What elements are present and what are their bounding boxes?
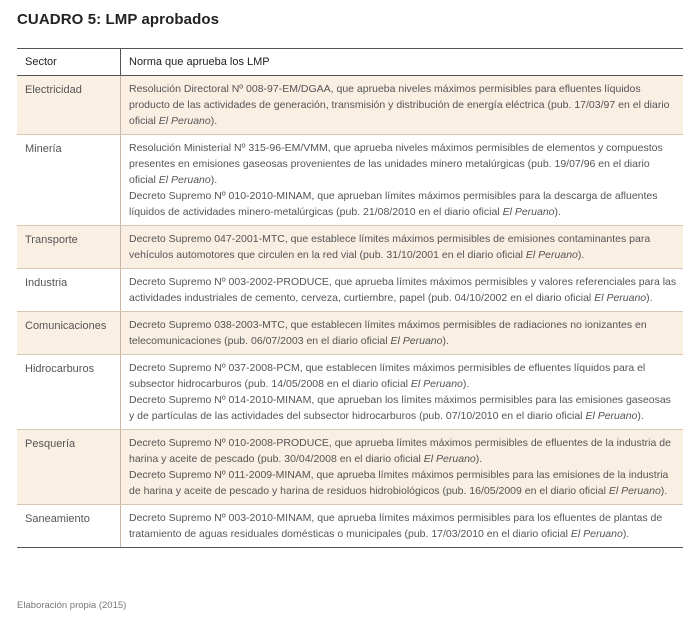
norma-tail: ). <box>554 206 561 218</box>
sector-cell: Pesquería <box>25 438 76 450</box>
sector-cell: Saneamiento <box>25 513 90 525</box>
gazette-name: El Peruano <box>423 453 476 465</box>
table-row <box>17 429 683 504</box>
sector-cell: Minería <box>25 143 62 155</box>
gazette-name: El Peruano <box>158 174 211 186</box>
norma-text: Decreto Supremo Nº 014-2010-MINAM, que aprueban los límites máximos permisibles para las emisiones gaseosas y de partículas de las actividades del subsector hidrocarburos (pub. 07/10/2010 en el diario oficial <box>129 394 671 422</box>
table-row <box>17 76 683 134</box>
table-row <box>17 504 683 547</box>
norma-entry <box>129 392 677 424</box>
norma-cell <box>120 505 683 547</box>
norma-text: Decreto Supremo Nº 010-2010-MINAM, que aprueban límites máximos permisibles para la descarga de afluentes líquidos de actividades minero-metalúrgicas (pub. 21/08/2010 en el diario oficial <box>129 190 658 218</box>
norma-entry <box>129 81 677 129</box>
norma-text: Decreto Supremo Nº 010-2008-PRODUCE, que aprueba límites máximos permisibles de efluentes de la industria de harina y aceite de pescado (pub. 30/04/2008 en el diario oficial <box>129 437 671 465</box>
gazette-name: El Peruano <box>410 378 463 390</box>
norma-tail: ). <box>637 410 644 422</box>
norma-entry <box>129 231 677 263</box>
gazette-name: El Peruano <box>158 115 211 127</box>
norma-entry <box>129 140 677 188</box>
table-header-row <box>17 49 683 76</box>
table-row <box>17 268 683 311</box>
gazette-name: El Peruano <box>525 249 578 261</box>
norma-cell <box>120 269 683 311</box>
norma-text: Decreto Supremo 038-2003-MTC, que establecen límites máximos permisibles de radiaciones no ionizantes en telecomunicaciones (pub. 06/07/2003 en el diario oficial <box>129 319 647 347</box>
norma-text: Decreto Supremo Nº 003-2010-MINAM, que aprueba límites máximos permisibles para los efluentes de plantas de tratamiento de aguas residuales domésticas o municipales (pub. 17/03/2010 en el diario oficial <box>129 512 663 540</box>
sector-cell: Electricidad <box>25 84 82 96</box>
gazette-name: El Peruano <box>594 292 647 304</box>
norma-entry <box>129 510 677 542</box>
norma-cell <box>120 135 683 225</box>
source-note: Elaboración propia (2015) <box>17 600 127 611</box>
column-header-norma: Norma que aprueba los LMP <box>120 49 683 75</box>
norma-entry <box>129 274 677 306</box>
norma-text: Resolución Ministerial Nº 315-96-EM/VMM, que aprueba niveles máximos permisibles de elementos y compuestos presentes en emisiones gaseosas provenientes de las unidades minero metalúrgicas (pub. 19/07/96 en el diario oficial <box>129 142 663 186</box>
table-row <box>17 354 683 429</box>
norma-tail: ). <box>622 528 630 540</box>
column-header-sector: Sector <box>25 56 57 68</box>
norma-tail: ). <box>462 378 470 390</box>
gazette-name: El Peruano <box>585 410 638 422</box>
norma-cell <box>120 226 683 268</box>
norma-text: Decreto Supremo Nº 011-2009-MINAM, que aprueba límites máximos permisibles para las emisiones de la industria de harina y aceite de pescado y harina de residuos hidrobiológicos (pub. 16/05/2009 en el diario oficial <box>129 469 669 497</box>
sector-cell: Industria <box>25 277 68 289</box>
norma-tail: ). <box>660 485 668 497</box>
norma-text: Decreto Supremo 047-2001-MTC, que establece límites máximos permisibles de emisiones contaminantes para vehículos automotores que circulen en la red vial (pub. 31/10/2001 en el diario oficial <box>129 233 651 261</box>
norma-entry <box>129 188 677 220</box>
gazette-name: El Peruano <box>502 206 555 218</box>
norma-tail: ). <box>475 453 483 465</box>
norma-tail: ). <box>442 335 449 347</box>
norma-tail: ). <box>210 115 218 127</box>
gazette-name: El Peruano <box>390 335 443 347</box>
norma-cell <box>120 76 683 134</box>
norma-text: Decreto Supremo Nº 003-2002-PRODUCE, que aprueba límites máximos permisibles y valores referenciales para las actividades industriales de cemento, cerveza, curtiembre, papel (pub. 04/10/2002 en el diario oficial <box>129 276 677 304</box>
sector-cell: Comunicaciones <box>25 320 107 332</box>
sector-cell: Hidrocarburos <box>25 363 95 375</box>
gazette-name: El Peruano <box>570 528 623 540</box>
lmp-table <box>17 48 683 548</box>
norma-cell <box>120 355 683 429</box>
norma-entry <box>129 360 677 392</box>
norma-tail: ). <box>210 174 218 186</box>
table-title: CUADRO 5: LMP aprobados <box>17 11 220 28</box>
table-row <box>17 134 683 225</box>
sector-cell: Transporte <box>25 234 78 246</box>
norma-entry <box>129 467 677 499</box>
norma-tail: ). <box>577 249 585 261</box>
gazette-name: El Peruano <box>608 485 661 497</box>
norma-text: Resolución Directoral Nº 008-97-EM/DGAA, que aprueba niveles máximos permisibles para efluentes líquidos producto de las actividades de generación, transmisión y distribución de energía eléctrica (pub. 17/03/97 en el diario oficial <box>129 83 670 127</box>
table-row <box>17 311 683 354</box>
norma-entry <box>129 435 677 467</box>
norma-text: Decreto Supremo Nº 037-2008-PCM, que establecen límites máximos permisibles de efluentes líquidos para el subsector hidrocarburos (pub. 14/05/2008 en el diario oficial <box>129 362 646 390</box>
norma-tail: ). <box>646 292 653 304</box>
norma-cell <box>120 430 683 504</box>
table-row <box>17 225 683 268</box>
table-body <box>17 76 683 547</box>
norma-entry <box>129 317 677 349</box>
norma-cell <box>120 312 683 354</box>
